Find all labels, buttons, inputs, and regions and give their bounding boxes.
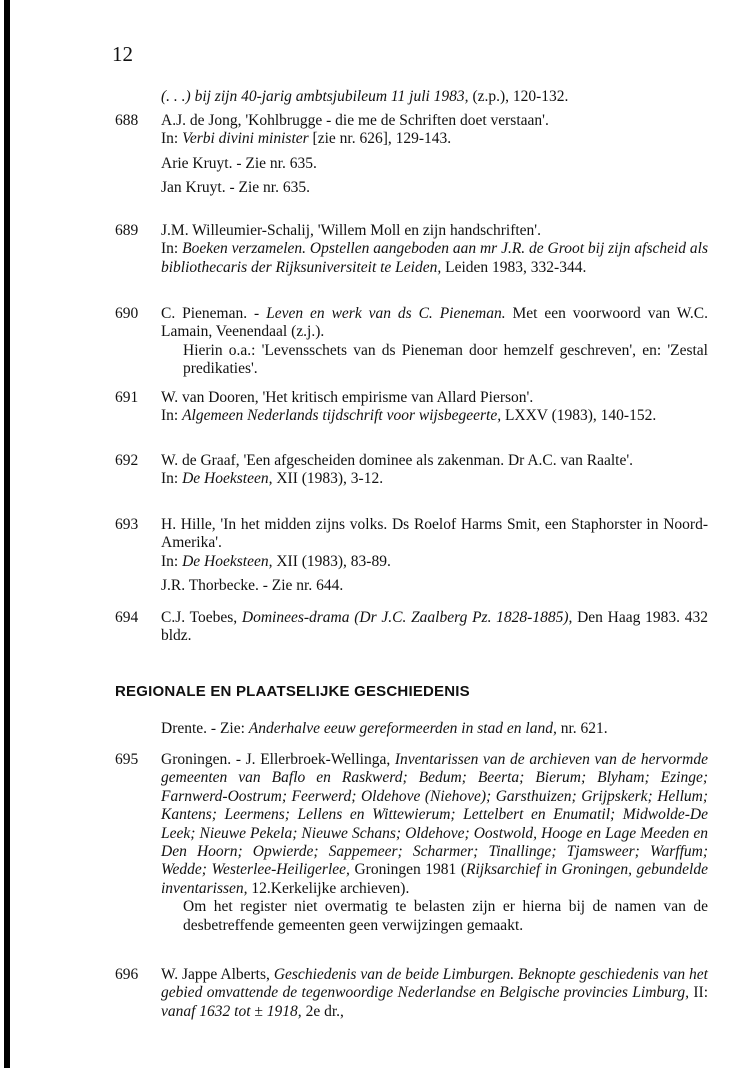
entry-690: 690 C. Pieneman. - Leven en werk van ds C. Pieneman. Met een voorwoord van W.C. Lamain, Veenendaal (z.j.). Hierin o.a.: 'Levensschets van ds Pieneman door hemzelf geschreven', en: 'Zestal predikaties'. — [115, 305, 709, 378]
entry-694: 694 C.J. Toebes, Dominees-drama (Dr J.C. Zaalberg Pz. 1828-1885), Den Haag 1983. 432 bldz. — [115, 609, 708, 645]
entry-695: 695 Groningen. - J. Ellerbroek-Wellinga, Inventarissen van de archieven van de hervormde gemeenten van Baflo en Raskwerd; Bedum; Beerta; Bierum; Blyham; Ezinge; Farnwerd-Oostrum; Feerwerd; Oldehove (Niehove); Garsthuizen; Grijpskerk; Hellum; Kantens; Leermens; Lellens en Wittewierum; Lettelbert en Enumatil; Midwolde-De Leek; Nieuwe Pekela; Nieuwe Schans; Oldehove; Oostwold, Hooge en Lage Meeden en Den Hoorn; Opwierde; Sappemeer; Scharmer; Tinallinge; Tjamsweer; Warffum; Wedde; Westerlee-Heiligerlee, Groningen 1981 (Rijksarchief in Groningen, gebundelde inventarissen, 12.Kerkelijke archieven). Om het register niet overmatig te belasten zijn er hierna bij de namen van de desbetreffende gemeenten geen verwijzingen gemaakt. — [115, 751, 708, 934]
entry-number: 689 — [115, 222, 139, 239]
entry-note: Hierin o.a.: 'Levensschets van ds Pieneman door hemzelf geschreven', en: 'Zestal predikaties'. — [183, 341, 708, 378]
entry-number: 693 — [115, 516, 139, 533]
entry-number: 690 — [115, 305, 139, 322]
entry-number: 694 — [115, 609, 139, 626]
entry-number: 692 — [115, 452, 139, 469]
entry-689: 689 J.M. Willeumier-Schalij, 'Willem Moll en zijn handschriften'. In: Boeken verzamelen. Opstellen aangeboden aan mr J.R. de Groot bij zijn afscheid als bibliothecaris der Rijksuniversiteit te Leiden, Leiden 1983, 332-344. — [115, 222, 709, 276]
entry-696: 696 W. Jappe Alberts, Geschiedenis van de beide Limburgen. Beknopte geschiedenis van het gebied omvattende de tegenwoordige Nederlandse en Belgische provincies Limburg, II: vanaf 1632 tot ± 1918, 2e dr., — [115, 966, 709, 1020]
entry-number: 688 — [115, 112, 139, 129]
entry-continuation: (. . .) bij zijn 40-jarig ambtsjubileum 11 juli 1983, (z.p.), 120-132. — [161, 88, 569, 105]
entry-note: Om het register niet overmatig te belasten zijn er hierna bij de namen van de desbetreffende gemeenten geen verwijzingen gemaakt. — [183, 898, 708, 934]
entry-number: 695 — [115, 751, 139, 768]
cross-reference: Arie Kruyt. - Zie nr. 635. — [161, 154, 317, 172]
entry-691: 691 W. van Dooren, 'Het kritisch empirisme van Allard Pierson'. In: Algemeen Nederlands tijdschrift voor wijsbegeerte, LXXV (1983), 140-152. — [115, 389, 657, 425]
cross-reference: Jan Kruyt. - Zie nr. 635. — [161, 179, 310, 197]
cross-reference: J.R. Thorbecke. - Zie nr. 644. — [161, 577, 344, 595]
entry-693: 693 H. Hille, 'In het midden zijns volks. Ds Roelof Harms Smit, een Staphorster in Noord-Amerika'. In: De Hoeksteen, XII (1983), 83-89. J.R. Thorbecke. - Zie nr. 644. — [115, 516, 708, 595]
section-heading: REGIONALE EN PLAATSELIJKE GESCHIEDENIS — [115, 683, 470, 700]
entry-number: 691 — [115, 389, 139, 406]
entry-688: 688 A.J. de Jong, 'Kohlbrugge - die me de Schriften doet verstaan'. In: Verbi divini minister [zie nr. 626], 129-143. Arie Kruyt. - Zie nr. 635. Jan Kruyt. - Zie nr. 635. — [115, 112, 708, 198]
cross-reference-drente: Drente. - Zie: Anderhalve eeuw gereformeerden in stad en land, nr. 621. — [161, 720, 608, 737]
entry-number: 696 — [115, 966, 139, 983]
entry-692: 692 W. de Graaf, 'Een afgescheiden dominee als zakenman. Dr A.C. van Raalte'. In: De Hoeksteen, XII (1983), 3-12. — [115, 452, 633, 488]
page-number: 12 — [112, 42, 133, 66]
page-edge-bar — [4, 0, 10, 1068]
